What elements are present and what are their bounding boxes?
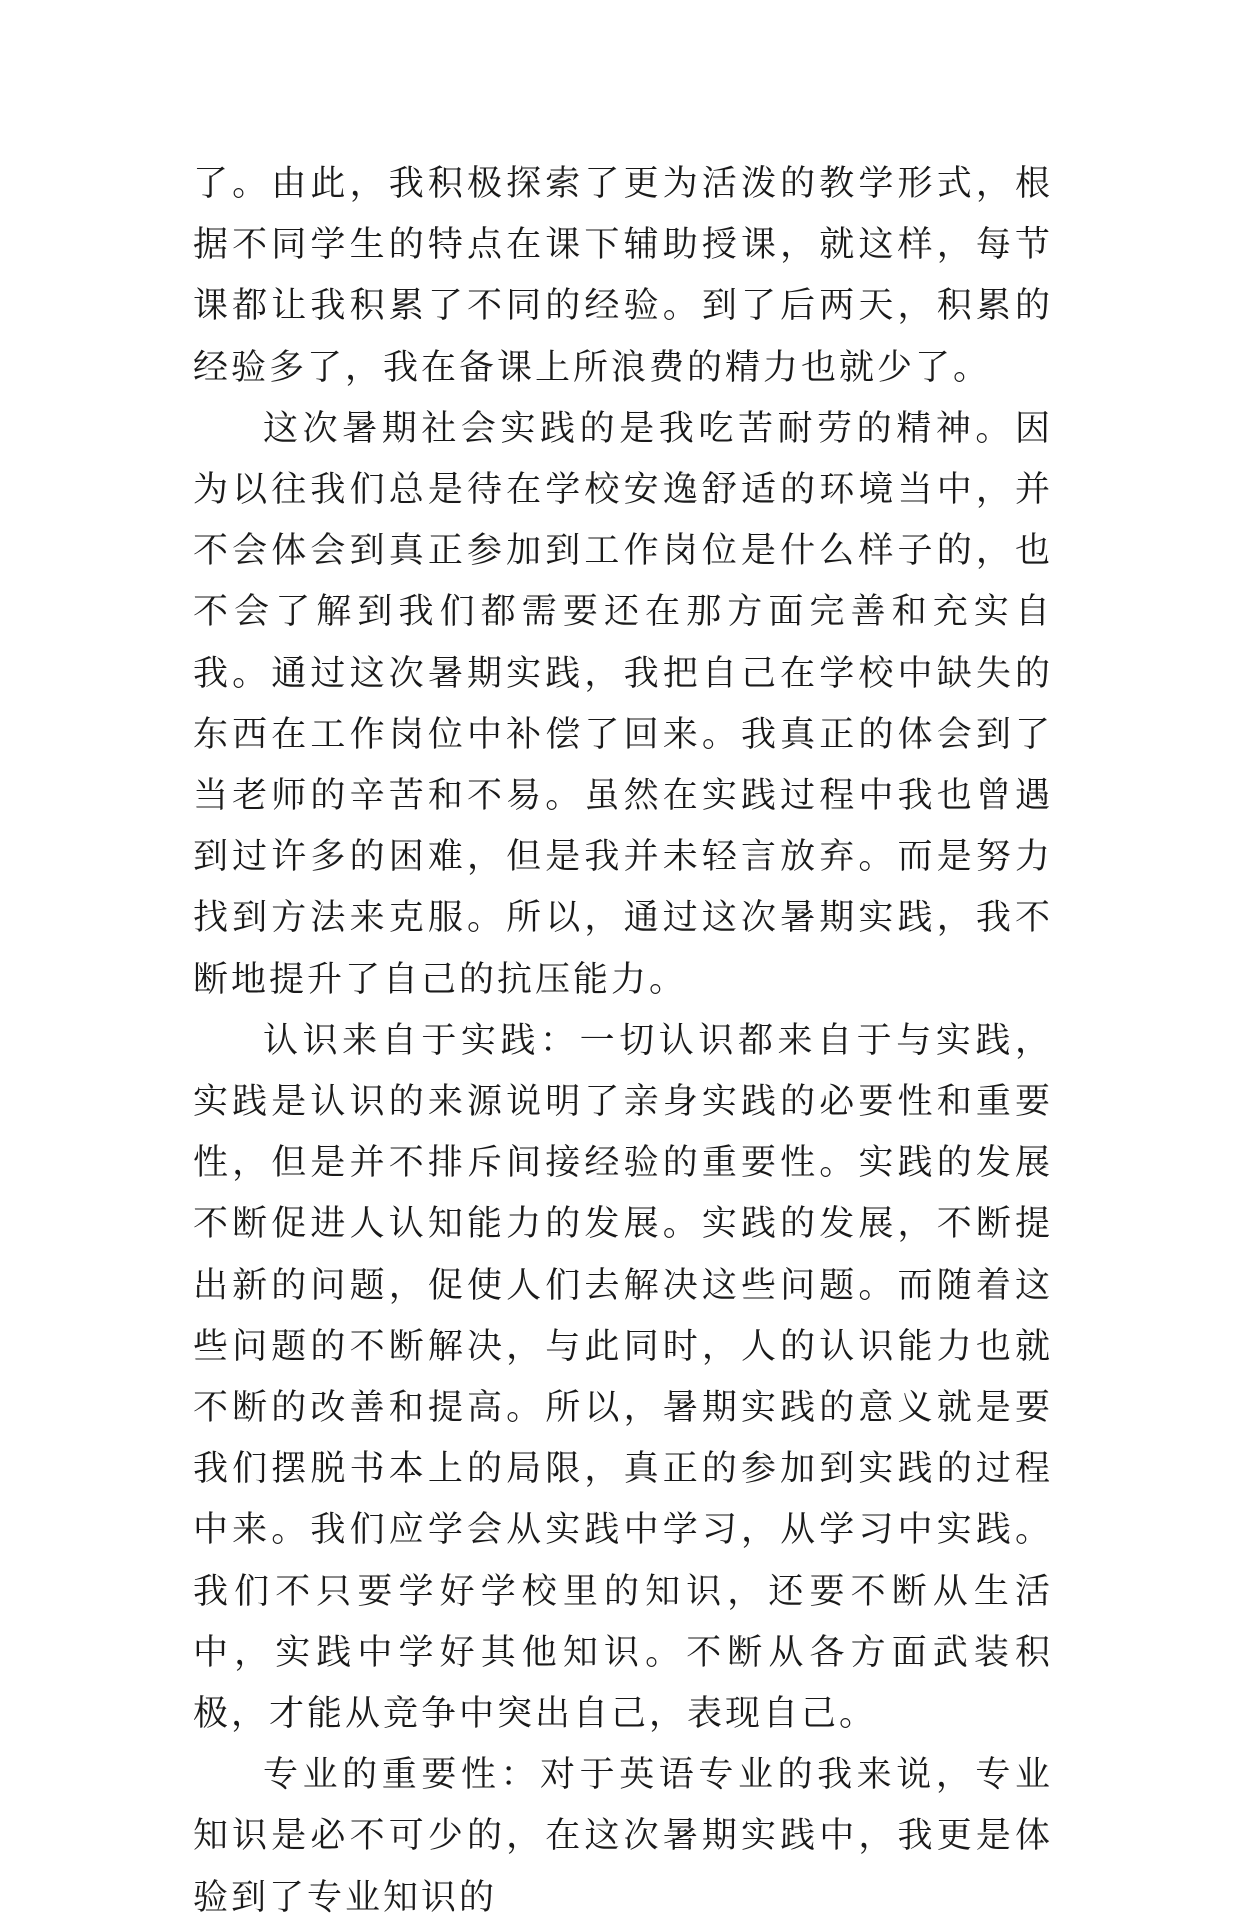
paragraph: 这次暑期社会实践的是我吃苦耐劳的精神。因为以往我们总是待在学校安逸舒适的环境当中，并不会体会到真正参加到工作岗位是什么样子的，也不会了解到我们都需要还在那方面完善和充实自我。通过这次暑期实践，我把自己在学校中缺失的东西在工作岗位中补偿了回来。我真正的体会到了当老师的辛苦和不易。虽然在实践过程中我也曾遇到过许多的困难，但是我并未轻言放弃。而是努力找到方法来克服。所以，通过这次暑期实践，我不断地提升了自己的抗压能力。: [193, 408, 1053, 1000]
paragraph: 了。由此，我积极探索了更为活泼的教学形式，根据不同学生的特点在课下辅助授课，就这样，每节课都让我积累了不同的经验。到了后两天，积累的经验多了，我在备课上所浪费的精力也就少了。: [193, 164, 1053, 388]
body-text: [193, 154, 1053, 1929]
paragraph: 认识来自于实践：一切认识都来自于与实践，实践是认识的来源说明了亲身实践的必要性和重要性，但是并不排斥间接经验的重要性。实践的发展不断促进人认知能力的发展。实践的发展，不断提出新的问题，促使人们去解决这些问题。而随着这些问题的不断解决，与此同时，人的认识能力也就不断的改善和提高。所以，暑期实践的意义就是要我们摆脱书本上的局限，真正的参加到实践的过程中来。我们应学会从实践中学习，从学习中实践。我们不只要学好学校里的知识，还要不断从生活中，实践中学好其他知识。不断从各方面武装积极，才能从竞争中突出自己，表现自己。: [193, 1020, 1053, 1735]
paragraph: 专业的重要性：对于英语专业的我来说，专业知识是必不可少的，在这次暑期实践中，我更是体验到了专业知识的: [193, 1755, 1053, 1918]
